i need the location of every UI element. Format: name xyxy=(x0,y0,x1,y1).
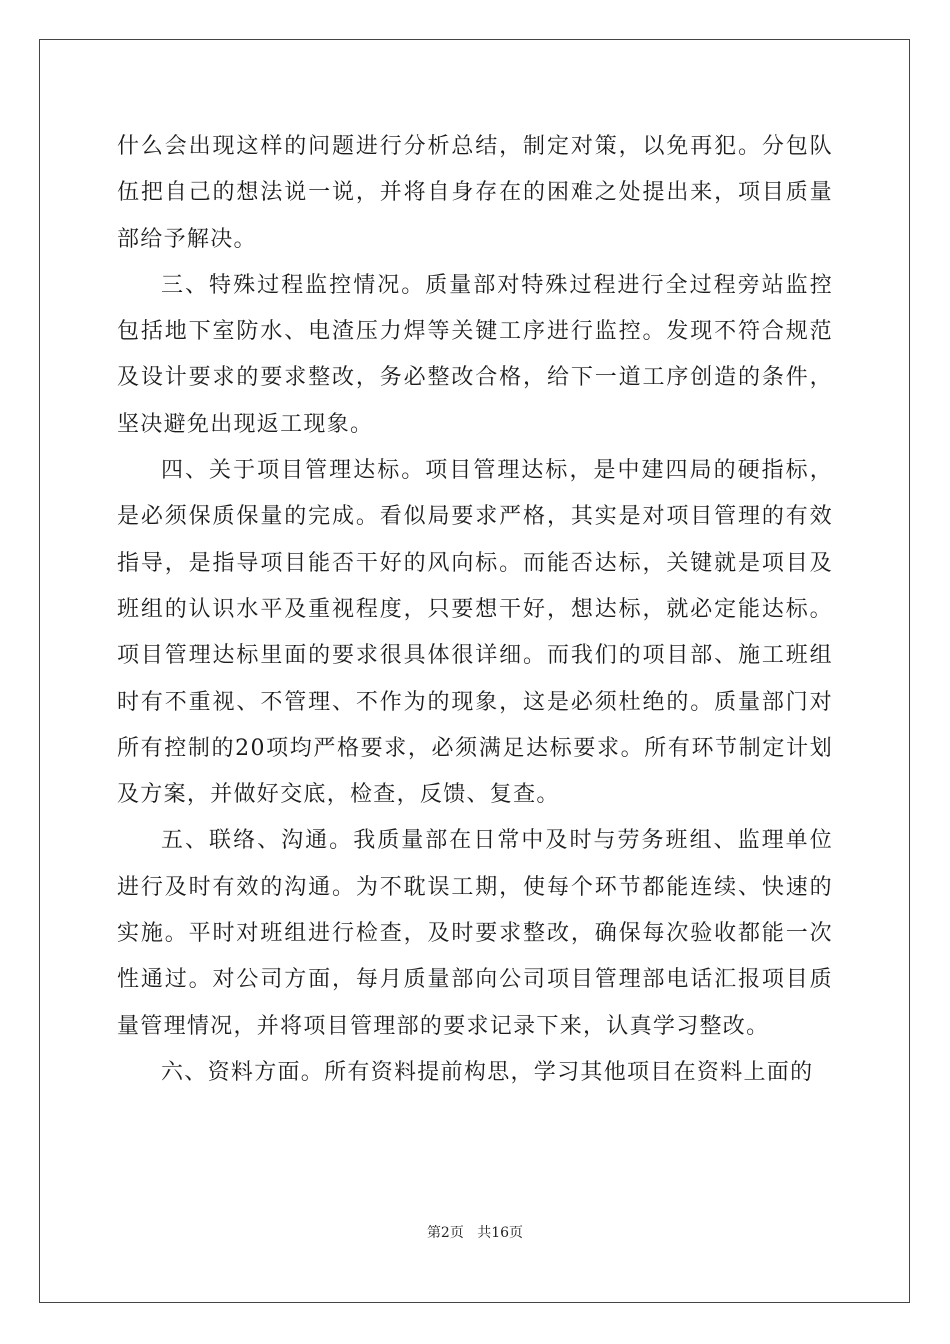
paragraph-1: 什么会出现这样的问题进行分析总结，制定对策，以免再犯。分包队伍把自己的想法说一说，并将自身存在的困难之处提出来，项目质量部给予解决。 xyxy=(117,134,833,252)
page-total: 共16页 xyxy=(477,1225,524,1241)
page-footer xyxy=(0,1222,950,1242)
paragraph-4: 五、联络、沟通。我质量部在日常中及时与劳务班组、监理单位进行及时有效的沟通。为不耽误工期，使每个环节都能连续、快速的实施。平时对班组进行检查，及时要求整改，确保每次验收都能一次性通过。对公司方面，每月质量部向公司项目管理部电话汇报项目质量管理情况，并将项目管理部的要求记录下来，认真学习整改。 xyxy=(117,828,833,1039)
paragraph-3: 四、关于项目管理达标。项目管理达标，是中建四局的硬指标，是必须保质保量的完成。看似局要求严格，其实是对项目管理的有效指导，是指导项目能否干好的风向标。而能否达标，关键就是项目及班组的认识水平及重视程度，只要想干好，想达标，就必定能达标。项目管理达标里面的要求很具体很详细。而我们的项目部、施工班组时有不重视、不管理、不作为的现象，这是必须杜绝的。质量部门对所有控制的20项均严格要求，必须满足达标要求。所有环节制定计划及方案，并做好交底，检查，反馈、复查。 xyxy=(117,458,833,808)
paragraph-2: 三、特殊过程监控情况。质量部对特殊过程进行全过程旁站监控包括地下室防水、电渣压力焊等关键工序进行监控。发现不符合规范及设计要求的要求整改，务必整改合格，给下一道工序创造的条件，坚决避免出现返工现象。 xyxy=(117,272,833,437)
paragraph-5: 六、资料方面。所有资料提前构思，学习其他项目在资料上面的 xyxy=(161,1059,814,1085)
document-body xyxy=(117,124,833,1096)
page-number: 第2页 xyxy=(426,1225,464,1241)
